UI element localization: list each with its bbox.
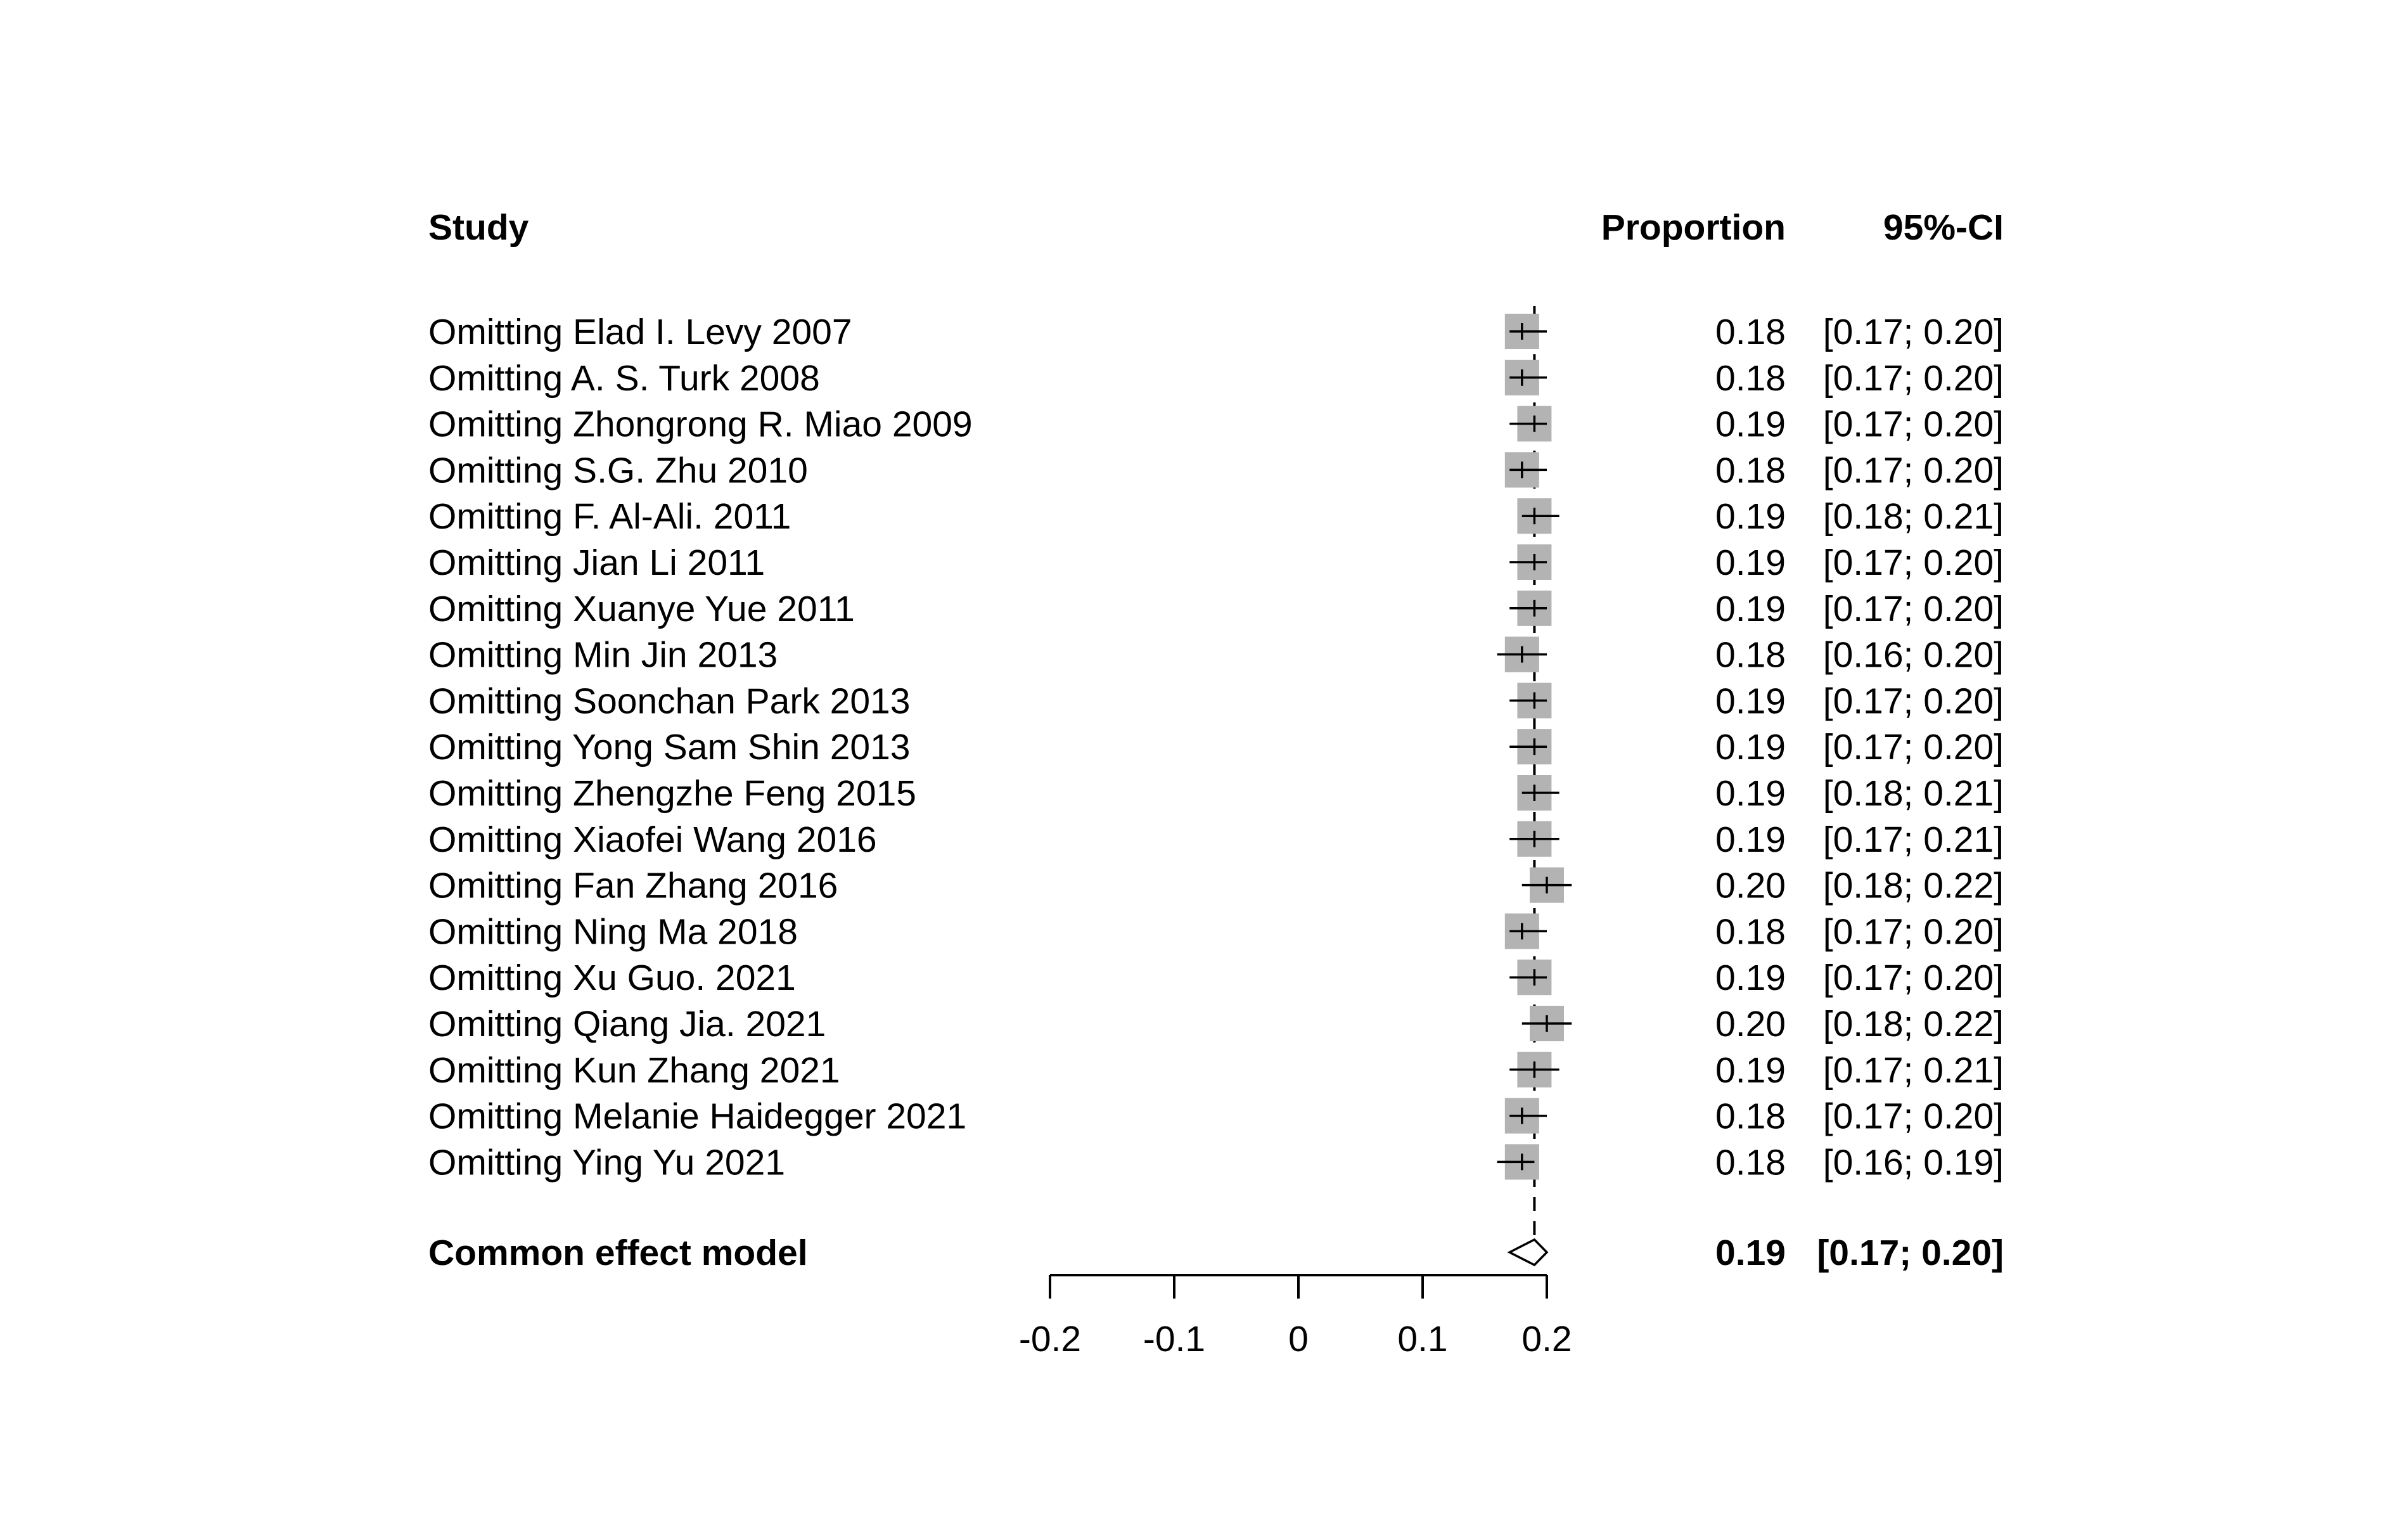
- x-axis: [1019, 1275, 1572, 1359]
- study-row: [428, 866, 2004, 906]
- x-axis-tick-label: 0.1: [1397, 1319, 1448, 1359]
- pooled-row: [428, 1233, 2004, 1273]
- study-label: Omitting Zhengzhe Feng 2015: [428, 773, 916, 814]
- pooled-label: Common effect model: [428, 1233, 808, 1273]
- study-estimate: 0.19: [1715, 496, 1786, 537]
- study-ci-text: [0.17; 0.20]: [1822, 681, 2004, 722]
- study-row: [428, 589, 2004, 629]
- header-proportion: Proportion: [1601, 207, 1786, 248]
- study-label: Omitting Zhongrong R. Miao 2009: [428, 404, 973, 445]
- study-label: Omitting Jian Li 2011: [428, 542, 765, 583]
- study-estimate: 0.18: [1715, 357, 1786, 399]
- study-estimate: 0.20: [1715, 865, 1786, 906]
- study-estimate: 0.20: [1715, 1004, 1786, 1044]
- study-label: Omitting Yong Sam Shin 2013: [428, 727, 911, 768]
- study-ci-text: [0.17; 0.20]: [1822, 404, 2004, 445]
- study-ci-text: [0.17; 0.20]: [1822, 727, 2004, 768]
- study-row: [428, 542, 2004, 583]
- x-axis-tick-label: -0.1: [1143, 1319, 1206, 1359]
- study-ci-text: [0.18; 0.22]: [1822, 865, 2004, 906]
- study-row: [428, 727, 2004, 767]
- study-estimate: 0.18: [1715, 911, 1786, 953]
- study-label: Omitting Min Jin 2013: [428, 634, 778, 676]
- study-estimate: 0.18: [1715, 1096, 1786, 1137]
- study-estimate: 0.18: [1715, 1142, 1786, 1183]
- pooled-diamond: [1509, 1240, 1547, 1265]
- study-row: [428, 312, 2004, 352]
- study-ci-text: [0.18; 0.22]: [1822, 1004, 2004, 1044]
- study-label: Omitting Melanie Haidegger 2021: [428, 1096, 967, 1137]
- study-label: Omitting Xu Guo. 2021: [428, 958, 796, 999]
- study-row: [428, 958, 2004, 998]
- x-axis-tick-label: 0.2: [1521, 1319, 1572, 1359]
- study-label: Omitting Xiaofei Wang 2016: [428, 819, 877, 860]
- study-row: [428, 496, 2004, 537]
- study-ci-text: [0.17; 0.20]: [1822, 450, 2004, 491]
- study-ci-text: [0.16; 0.20]: [1822, 634, 2004, 676]
- study-ci-text: [0.16; 0.19]: [1822, 1142, 2004, 1183]
- study-estimate: 0.18: [1715, 450, 1786, 491]
- pooled-ci-text: [0.17; 0.20]: [1817, 1233, 2004, 1273]
- study-label: Omitting S.G. Zhu 2010: [428, 450, 808, 491]
- column-headers: [428, 207, 2004, 248]
- study-ci-text: [0.18; 0.21]: [1822, 496, 2004, 537]
- study-estimate: 0.18: [1715, 312, 1786, 352]
- study-estimate: 0.19: [1715, 404, 1786, 445]
- study-estimate: 0.19: [1715, 542, 1786, 583]
- study-estimate: 0.19: [1715, 681, 1786, 722]
- study-estimate: 0.18: [1715, 634, 1786, 676]
- study-row: [428, 773, 2004, 814]
- study-estimate: 0.19: [1715, 1049, 1786, 1091]
- study-estimate: 0.19: [1715, 727, 1786, 768]
- study-row: [428, 1142, 2004, 1183]
- study-ci-text: [0.17; 0.20]: [1822, 357, 2004, 399]
- study-rows: [428, 312, 2004, 1183]
- study-estimate: 0.19: [1715, 819, 1786, 860]
- x-axis-tick-label: 0: [1288, 1319, 1309, 1359]
- header-ci: 95%-CI: [1883, 207, 2004, 248]
- study-row: [428, 404, 2004, 445]
- study-row: [428, 911, 2004, 952]
- study-ci-text: [0.17; 0.21]: [1822, 1049, 2004, 1091]
- study-label: Omitting Elad I. Levy 2007: [428, 312, 852, 352]
- pooled-estimate: 0.19: [1715, 1233, 1786, 1273]
- study-ci-text: [0.17; 0.20]: [1822, 1096, 2004, 1137]
- study-label: Omitting F. Al-Ali. 2011: [428, 496, 791, 537]
- study-estimate: 0.19: [1715, 588, 1786, 629]
- study-label: Omitting A. S. Turk 2008: [428, 357, 820, 399]
- study-ci-text: [0.17; 0.21]: [1822, 819, 2004, 860]
- study-row: [428, 1096, 2004, 1137]
- study-row: [428, 450, 2004, 491]
- study-label: Omitting Ying Yu 2021: [428, 1142, 786, 1183]
- study-row: [428, 819, 2004, 860]
- study-label: Omitting Fan Zhang 2016: [428, 865, 838, 906]
- study-row: [428, 1050, 2004, 1091]
- study-estimate: 0.19: [1715, 773, 1786, 814]
- study-row: [428, 1004, 2004, 1044]
- study-label: Omitting Soonchan Park 2013: [428, 681, 911, 722]
- study-ci-text: [0.17; 0.20]: [1822, 542, 2004, 583]
- study-ci-text: [0.17; 0.20]: [1822, 958, 2004, 999]
- study-row: [428, 358, 2004, 399]
- study-ci-text: [0.17; 0.20]: [1822, 312, 2004, 352]
- study-row: [428, 635, 2004, 676]
- study-ci-text: [0.17; 0.20]: [1822, 588, 2004, 629]
- study-ci-text: [0.18; 0.21]: [1822, 773, 2004, 814]
- study-label: Omitting Kun Zhang 2021: [428, 1049, 840, 1091]
- study-row: [428, 681, 2004, 721]
- header-study: Study: [428, 207, 529, 248]
- study-ci-text: [0.17; 0.20]: [1822, 911, 2004, 953]
- study-label: Omitting Qiang Jia. 2021: [428, 1004, 826, 1044]
- study-label: Omitting Xuanye Yue 2011: [428, 588, 855, 629]
- x-axis-tick-label: -0.2: [1018, 1319, 1082, 1359]
- study-estimate: 0.19: [1715, 958, 1786, 999]
- study-label: Omitting Ning Ma 2018: [428, 911, 798, 953]
